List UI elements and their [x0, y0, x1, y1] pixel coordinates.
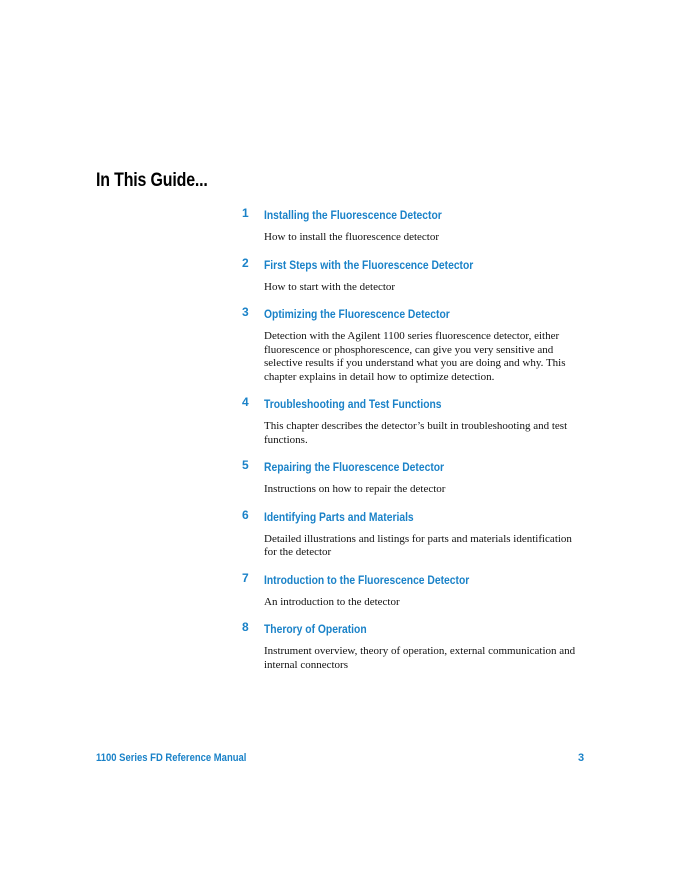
- toc-entry-2: [240, 256, 585, 295]
- toc-entry-3: [240, 305, 585, 384]
- chapter-link-1[interactable]: Installing the Fluorescence Detector: [264, 208, 442, 222]
- chapter-link-7[interactable]: Introduction to the Fluorescence Detector: [264, 572, 470, 587]
- chapter-link-3[interactable]: Optimizing the Fluorescence Detector: [264, 307, 450, 321]
- toc-entry-6: [240, 508, 585, 560]
- chapter-number: 8: [242, 620, 249, 634]
- chapter-number: 7: [242, 570, 249, 585]
- chapter-number: 6: [242, 507, 249, 522]
- chapter-description: Detailed illustrations and listings for parts and materials identification for the detector: [264, 532, 572, 558]
- chapter-description: Detection with the Agilent 1100 series fluorescence detector, either fluorescence or phosphorescence, can give you very sensitive and selective results if you understand what you are doing and why. This chapter explains in detail how to optimize detection.: [264, 330, 566, 383]
- chapter-link-5[interactable]: Repairing the Fluorescence Detector: [264, 460, 445, 474]
- chapter-description: Instructions on how to repair the detector: [264, 483, 446, 495]
- footer-page-number: 3: [578, 752, 585, 764]
- chapter-number: 2: [242, 255, 249, 270]
- chapter-number: 5: [242, 458, 249, 472]
- chapter-link-4[interactable]: Troubleshooting and Test Functions: [264, 397, 442, 411]
- chapter-description: How to install the fluorescence detector: [264, 231, 440, 243]
- toc-entry-8: [240, 620, 585, 672]
- chapter-link-8[interactable]: Therory of Operation: [264, 622, 367, 636]
- chapter-number: 3: [242, 305, 249, 319]
- chapter-description: Instrument overview, theory of operation, external communication and internal connectors: [264, 645, 576, 671]
- chapter-description: How to start with the detector: [264, 280, 396, 293]
- chapter-number: 4: [242, 395, 249, 409]
- chapter-description: This chapter describes the detector’s built in troubleshooting and test functions.: [264, 420, 568, 446]
- footer-manual-title: 1100 Series FD Reference Manual: [96, 752, 247, 764]
- chapter-link-6[interactable]: Identifying Parts and Materials: [264, 509, 414, 524]
- toc-entry-7: [240, 571, 585, 610]
- toc-entry-4: [240, 395, 585, 447]
- chapter-link-2[interactable]: First Steps with the Fluorescence Detector: [264, 257, 474, 272]
- table-of-contents: [240, 206, 585, 683]
- toc-entry-5: [240, 458, 585, 497]
- chapter-description: An introduction to the detector: [264, 595, 400, 608]
- toc-entry-1: [240, 206, 585, 245]
- page-title: In This Guide...: [96, 170, 208, 191]
- chapter-number: 1: [242, 206, 249, 220]
